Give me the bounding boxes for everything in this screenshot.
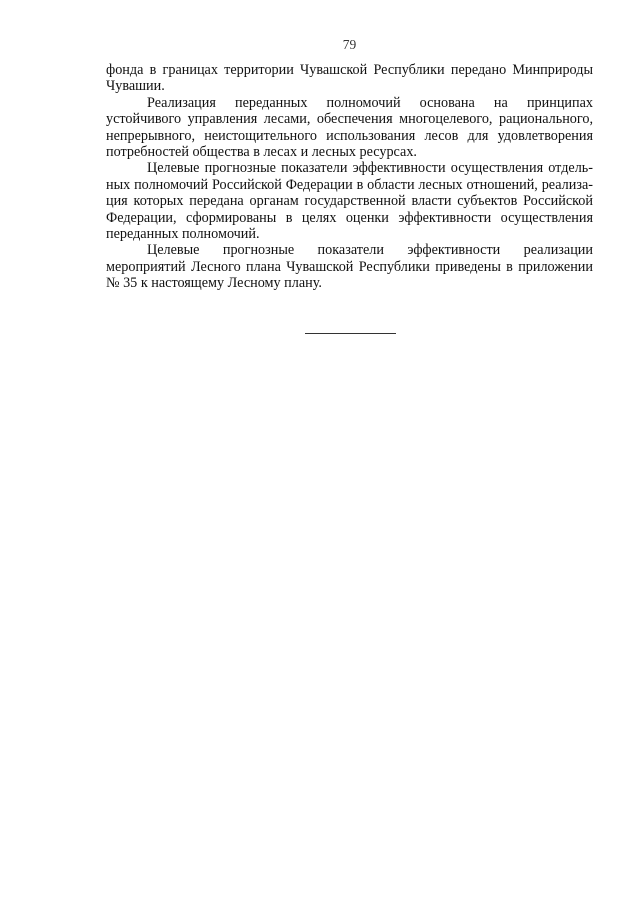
paragraph-delegated-powers: Реализация переданных полномочий основана на принципах устойчивого управления лесами, обеспечения многоцелевого, рационального, непрерывного, неистощительного использования лесов для удовлетворения потребностей общества в лесах и лесных ресурсах. [106, 94, 593, 161]
paragraph-target-indicators-plan: Целевые прогнозные показатели эффективности реализации мероприятий Лесного плана Чувашской Республики приведены в приложении № 35 к настоящему Лесному плану. [106, 242, 593, 292]
paragraph-continuation: фонда в границах территории Чувашской Республики передано Минприроды Чувашии. [106, 62, 593, 95]
section-end-separator [305, 333, 396, 334]
paragraph-target-indicators-powers: Целевые прогнозные показатели эффективности осуществления отдельных полномочий Российской Федерации в области лесных отношений, реализация которых передана органам государственной власти субъектов Российской Федерации, сформированы в целях оценки эффективности осуществления переданных полномочий. [106, 160, 593, 243]
document-body [106, 62, 593, 292]
page-number: 79 [342, 37, 357, 52]
